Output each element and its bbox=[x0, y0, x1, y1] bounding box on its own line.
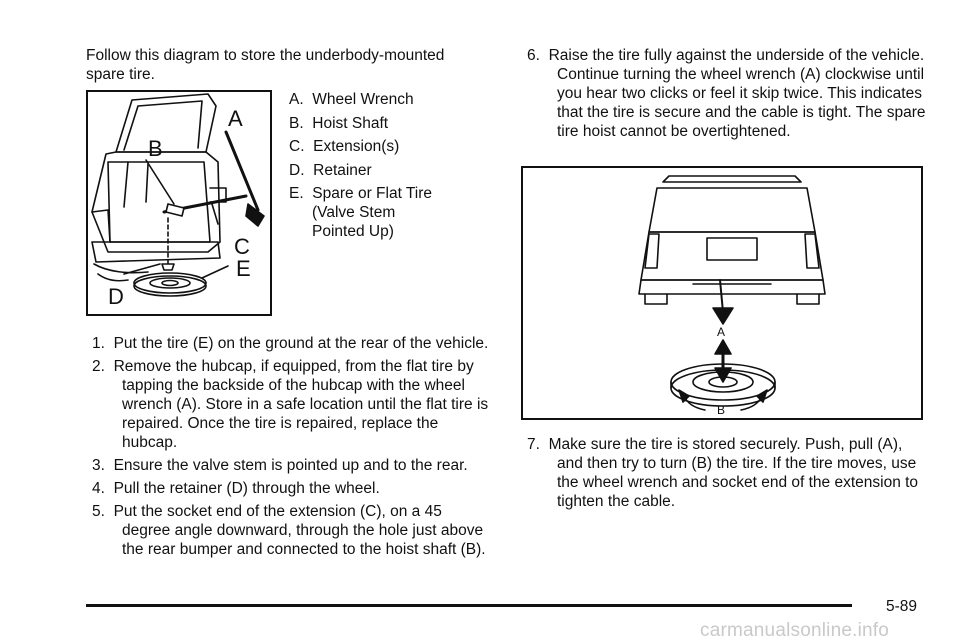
tire-security-diagram bbox=[521, 166, 923, 420]
tire-security-illustration bbox=[523, 168, 921, 418]
label-b: B bbox=[717, 403, 726, 417]
step-item: 3. Ensure the valve stem is pointed up and to the rear. bbox=[92, 457, 468, 474]
page-number: 5-89 bbox=[886, 598, 918, 615]
step-item: 4. Pull the retainer (D) through the wheel. bbox=[92, 480, 380, 497]
label-c: C bbox=[234, 234, 250, 259]
label-e: E bbox=[236, 256, 251, 281]
figure-legend bbox=[289, 90, 489, 246]
steps-list-right-after bbox=[527, 435, 927, 515]
label-a: A bbox=[228, 106, 243, 131]
spare-tire-diagram bbox=[86, 90, 272, 316]
step-item: 7. Make sure the tire is stored securely. Push, pull (A), and then try to turn (B) the tire. If the tire moves, use the wheel wrench and socket end of the extension to tighten the cable. bbox=[527, 436, 919, 510]
legend-item: E. Spare or Flat Tire (Valve Stem Pointed Up) bbox=[289, 185, 433, 240]
legend-item: B. Hoist Shaft bbox=[289, 114, 389, 132]
legend-item: C. Extension(s) bbox=[289, 138, 400, 155]
steps-list-left bbox=[92, 334, 492, 563]
label-b: B bbox=[148, 136, 163, 161]
step-item: 6. Raise the tire fully against the underside of the vehicle. Continue turning the wheel wrench (A) clockwise until you hear two clicks or feel it skip twice. This indicates that the tire is secure and the cable is tight. The spare tire hoist cannot be overtightened. bbox=[527, 47, 926, 140]
step-item: 5. Put the socket end of the extension (C), on a 45 degree angle downward, through the hole just above the rear bumper and connected to the hoist shaft (B). bbox=[92, 503, 486, 558]
steps-list-right bbox=[527, 46, 927, 145]
legend-item: A. Wheel Wrench bbox=[289, 91, 414, 108]
spare-tire-diagram-illustration bbox=[88, 92, 270, 314]
legend-item: D. Retainer bbox=[289, 161, 372, 179]
footer-rule bbox=[86, 604, 852, 607]
intro-text: Follow this diagram to store the underbody-mounted spare tire. bbox=[86, 47, 445, 83]
step-item: 2. Remove the hubcap, if equipped, from the flat tire by tapping the backside of the hubcap with the wheel wrench (A). Store in a safe location until the flat tire is repaired. Once the tire is repaired, replace the hubcap. bbox=[92, 358, 489, 451]
step-item: 1. Put the tire (E) on the ground at the rear of the vehicle. bbox=[92, 335, 489, 352]
watermark: carmanualsonline.info bbox=[700, 620, 890, 641]
label-a: A bbox=[717, 325, 726, 339]
label-d: D bbox=[108, 284, 124, 309]
